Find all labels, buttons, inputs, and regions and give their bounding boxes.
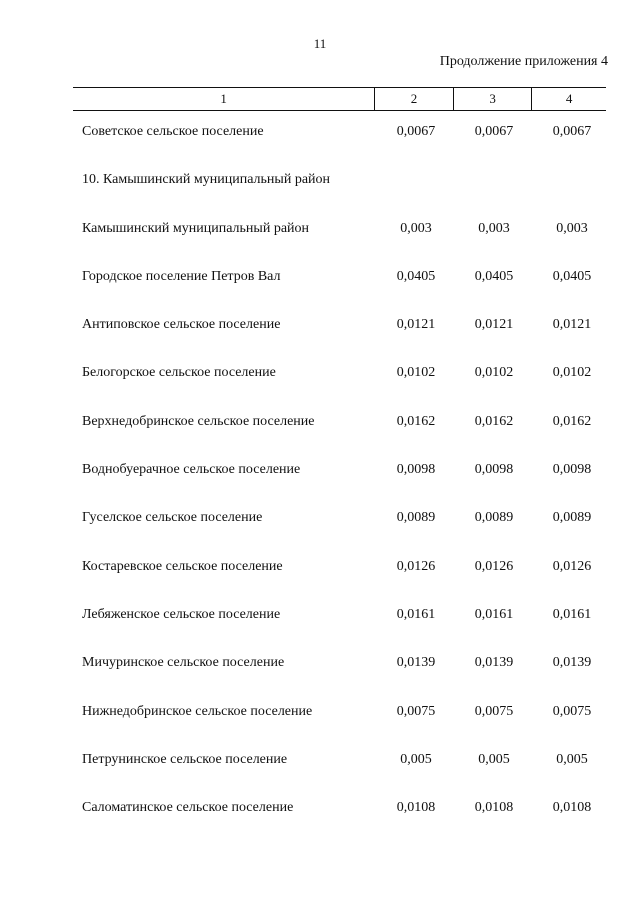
row-value-col-2: 0,0162 (396, 413, 436, 429)
row-name: Белогорское сельское поселение (82, 365, 276, 381)
row-name: Воднобуерачное сельское поселение (82, 462, 301, 478)
row-value-col-3: 0,0126 (474, 558, 514, 574)
row-value-col-3: 0,0075 (474, 703, 514, 719)
table-row (0, 172, 640, 220)
row-name: Камышинский муниципальный район (82, 220, 310, 236)
row-value-col-4: 0,0108 (552, 800, 592, 816)
table-row (0, 414, 640, 462)
row-value-col-4: 0,0067 (552, 124, 592, 139)
row-value-col-3: 0,0162 (474, 413, 514, 429)
row-value-col-3: 0,0161 (474, 606, 514, 622)
column-header-3: 3 (453, 88, 532, 111)
table-row (0, 269, 640, 317)
table-row (0, 559, 640, 607)
row-value-col-4: 0,0102 (552, 365, 592, 381)
table-row (0, 462, 640, 510)
row-value-col-4: 0,0161 (552, 606, 592, 622)
row-value-col-2: 0,003 (400, 220, 432, 236)
column-header-row (73, 88, 606, 111)
row-value-col-2: 0,0075 (396, 703, 436, 719)
row-value-col-3: 0,0098 (474, 462, 514, 478)
row-value-col-2: 0,0108 (396, 800, 436, 816)
row-value-col-3: 0,0139 (474, 655, 514, 671)
row-name: Городское поселение Петров Вал (82, 268, 281, 284)
row-value-col-4: 0,0162 (552, 413, 592, 429)
page-number: 11 (313, 36, 327, 51)
row-value-col-2: 0,0102 (396, 365, 436, 381)
row-value-col-2: 0,0126 (396, 558, 436, 574)
table-row (0, 317, 640, 365)
row-name: 10. Камышинский муниципальный район (82, 172, 331, 188)
row-value-col-3: 0,0102 (474, 365, 514, 381)
row-value-col-4: 0,0405 (552, 268, 592, 284)
row-value-col-2: 0,0098 (396, 462, 436, 478)
row-name: Саломатинское сельское поселение (82, 800, 294, 816)
table-row (0, 800, 640, 848)
row-value-col-4: 0,0089 (552, 510, 592, 526)
table-row (0, 752, 640, 800)
table-row (0, 655, 640, 703)
row-value-col-2: 0,0121 (396, 317, 436, 333)
row-value-col-2: 0,0405 (396, 268, 436, 284)
table-row (0, 607, 640, 655)
column-header-4: 4 (532, 88, 606, 111)
row-name: Костаревское сельское поселение (82, 558, 283, 574)
row-name: Антиповское сельское поселение (82, 317, 281, 333)
row-value-col-4: 0,005 (556, 751, 588, 767)
table-body (0, 124, 640, 848)
table-row (0, 124, 640, 172)
row-value-col-4: 0,0121 (552, 317, 592, 333)
row-value-col-2: 0,0067 (396, 124, 436, 139)
row-value-col-3: 0,0089 (474, 510, 514, 526)
table-row (0, 365, 640, 413)
row-value-col-3: 0,0405 (474, 268, 514, 284)
row-value-col-2: 0,0089 (396, 510, 436, 526)
row-value-col-2: 0,0139 (396, 655, 436, 671)
row-name: Гуселское сельское поселение (82, 510, 263, 526)
row-value-col-3: 0,005 (478, 751, 510, 767)
column-header-2: 2 (375, 88, 454, 111)
row-value-col-3: 0,0108 (474, 800, 514, 816)
row-name: Верхнедобринское сельское поселение (82, 413, 315, 429)
table-row (0, 704, 640, 752)
row-value-col-4: 0,0098 (552, 462, 592, 478)
row-value-col-3: 0,003 (478, 220, 510, 236)
row-name: Советское сельское поселение (82, 124, 264, 139)
row-value-col-4: 0,0126 (552, 558, 592, 574)
table-row (0, 510, 640, 558)
column-header-table (73, 87, 606, 111)
row-value-col-4: 0,003 (556, 220, 588, 236)
row-value-col-2: 0,005 (400, 751, 432, 767)
row-value-col-2: 0,0161 (396, 606, 436, 622)
row-name: Лебяженское сельское поселение (82, 606, 281, 622)
column-header-1: 1 (73, 88, 375, 111)
row-name: Петрунинское сельское поселение (82, 751, 288, 767)
row-value-col-4: 0,0139 (552, 655, 592, 671)
row-value-col-3: 0,0121 (474, 317, 514, 333)
row-name: Мичуринское сельское поселение (82, 655, 285, 671)
row-value-col-4: 0,0075 (552, 703, 592, 719)
row-value-col-3: 0,0067 (474, 124, 514, 139)
continuation-label: Продолжение приложения 4 (439, 54, 608, 69)
table-row (0, 221, 640, 269)
row-name: Нижнедобринское сельское поселение (82, 703, 313, 719)
